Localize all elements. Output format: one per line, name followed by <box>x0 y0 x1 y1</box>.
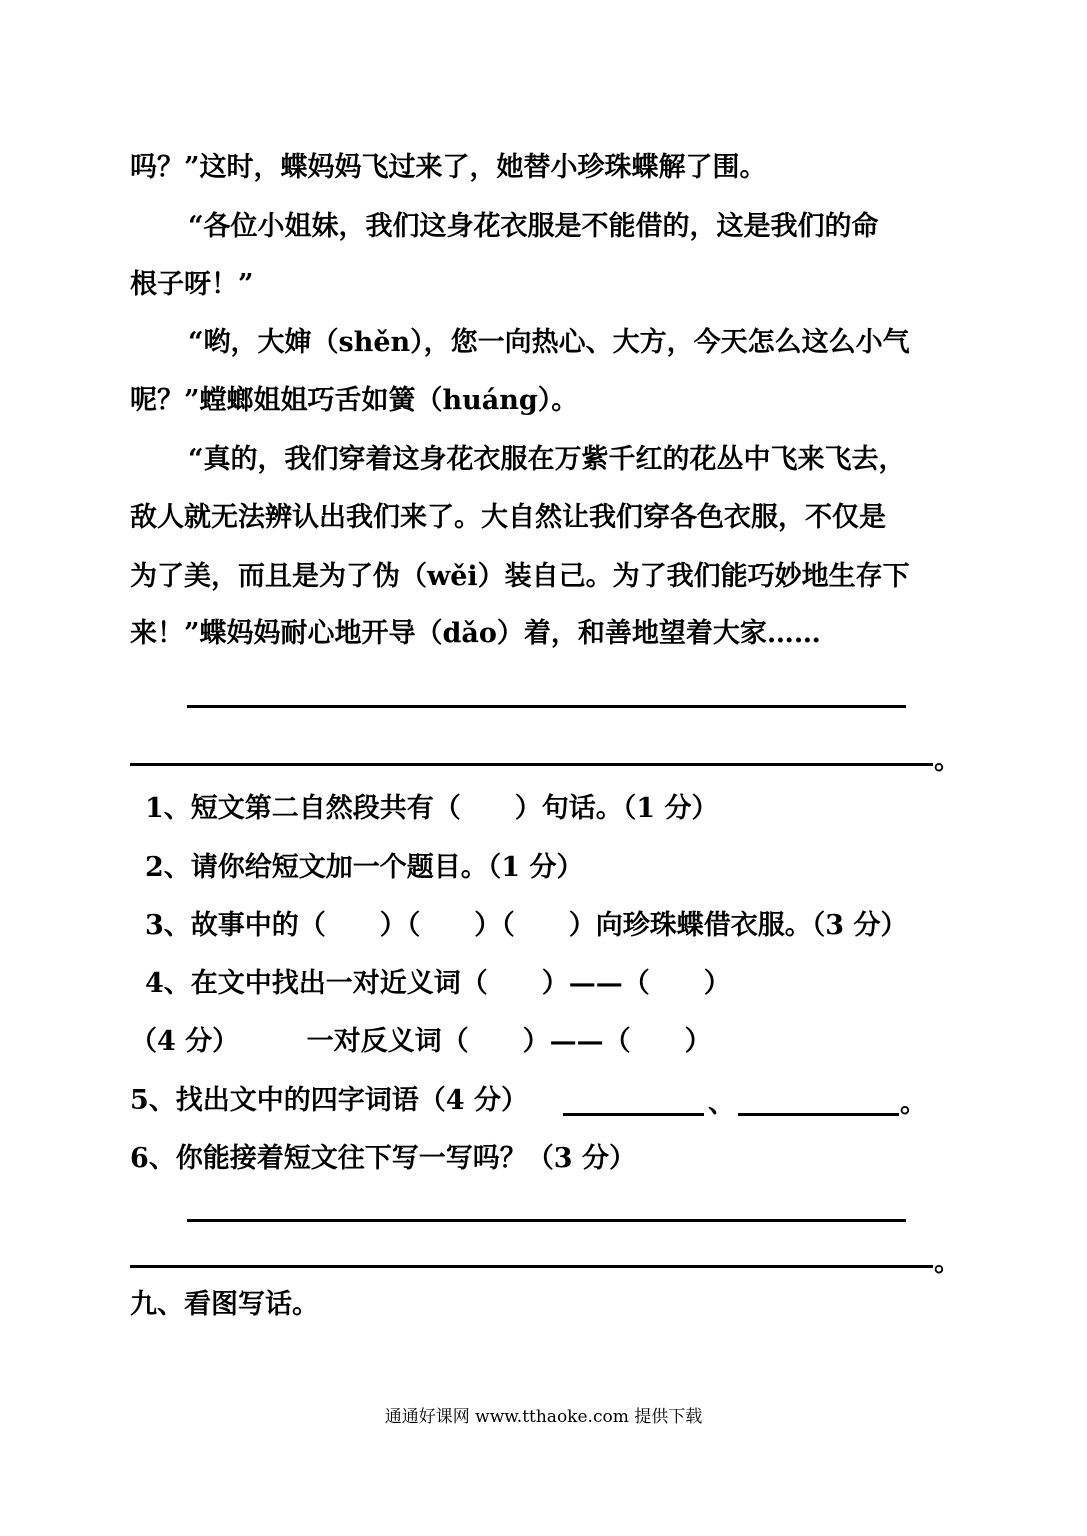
q5-end-mark: 。 <box>900 1088 927 1119</box>
question-2: 2、请你给短文加一个题目。（1 分） <box>145 852 584 883</box>
end-mark: 。 <box>934 1247 961 1278</box>
answer-line[interactable] <box>130 763 933 766</box>
answer-line[interactable] <box>130 1265 933 1268</box>
question-5: 5、找出文中的四字词语（4 分） <box>130 1085 528 1116</box>
q5-blank-2[interactable] <box>738 1113 899 1116</box>
q5-blank-1[interactable] <box>563 1113 704 1116</box>
passage-line: 为了美，而且是为了伪（wěi）装自己。为了我们能巧妙地生存下 <box>130 561 910 592</box>
passage-line: 敌人就无法辨认出我们来了。大自然让我们穿各色衣服，不仅是 <box>130 502 886 533</box>
passage-line: “真的，我们穿着这身花衣服在万紫千红的花丛中飞来飞去， <box>188 444 906 475</box>
passage-line: 吗？”这时，蝶妈妈飞过来了，她替小珍珠蝶解了围。 <box>130 152 767 183</box>
question-1: 1、短文第二自然段共有（ ）句话。（1 分） <box>145 793 719 824</box>
passage-line: 呢？”螳螂姐姐巧舌如簧（huáng）。 <box>130 385 579 416</box>
passage-line: 来！”蝶妈妈耐心地开导（dǎo）着，和善地望着大家…… <box>130 618 821 649</box>
passage-line: “各位小姐妹，我们这身花衣服是不能借的，这是我们的命 <box>188 211 879 242</box>
question-6: 6、你能接着短文往下写一写吗？（3 分） <box>130 1143 636 1174</box>
passage-line: 根子呀！” <box>130 269 254 300</box>
end-mark: 。 <box>934 745 961 776</box>
answer-line[interactable] <box>187 705 906 708</box>
q5-separator: 、 <box>708 1088 735 1119</box>
question-4a: 4、在文中找出一对近义词（ ）——（ ） <box>145 968 731 999</box>
passage-line: “哟，大婶（shěn），您一向热心、大方，今天怎么这么小气 <box>188 327 910 358</box>
answer-line[interactable] <box>187 1219 906 1222</box>
section-nine-heading: 九、看图写话。 <box>130 1289 319 1320</box>
question-4b: （4 分） 一对反义词（ ）——（ ） <box>130 1026 712 1057</box>
footer-credit: 通通好课网 www.tthaoke.com 提供下载 <box>384 1407 703 1427</box>
question-3: 3、故事中的（ ）（ ）（ ）向珍珠蝶借衣服。（3 分） <box>145 910 908 941</box>
